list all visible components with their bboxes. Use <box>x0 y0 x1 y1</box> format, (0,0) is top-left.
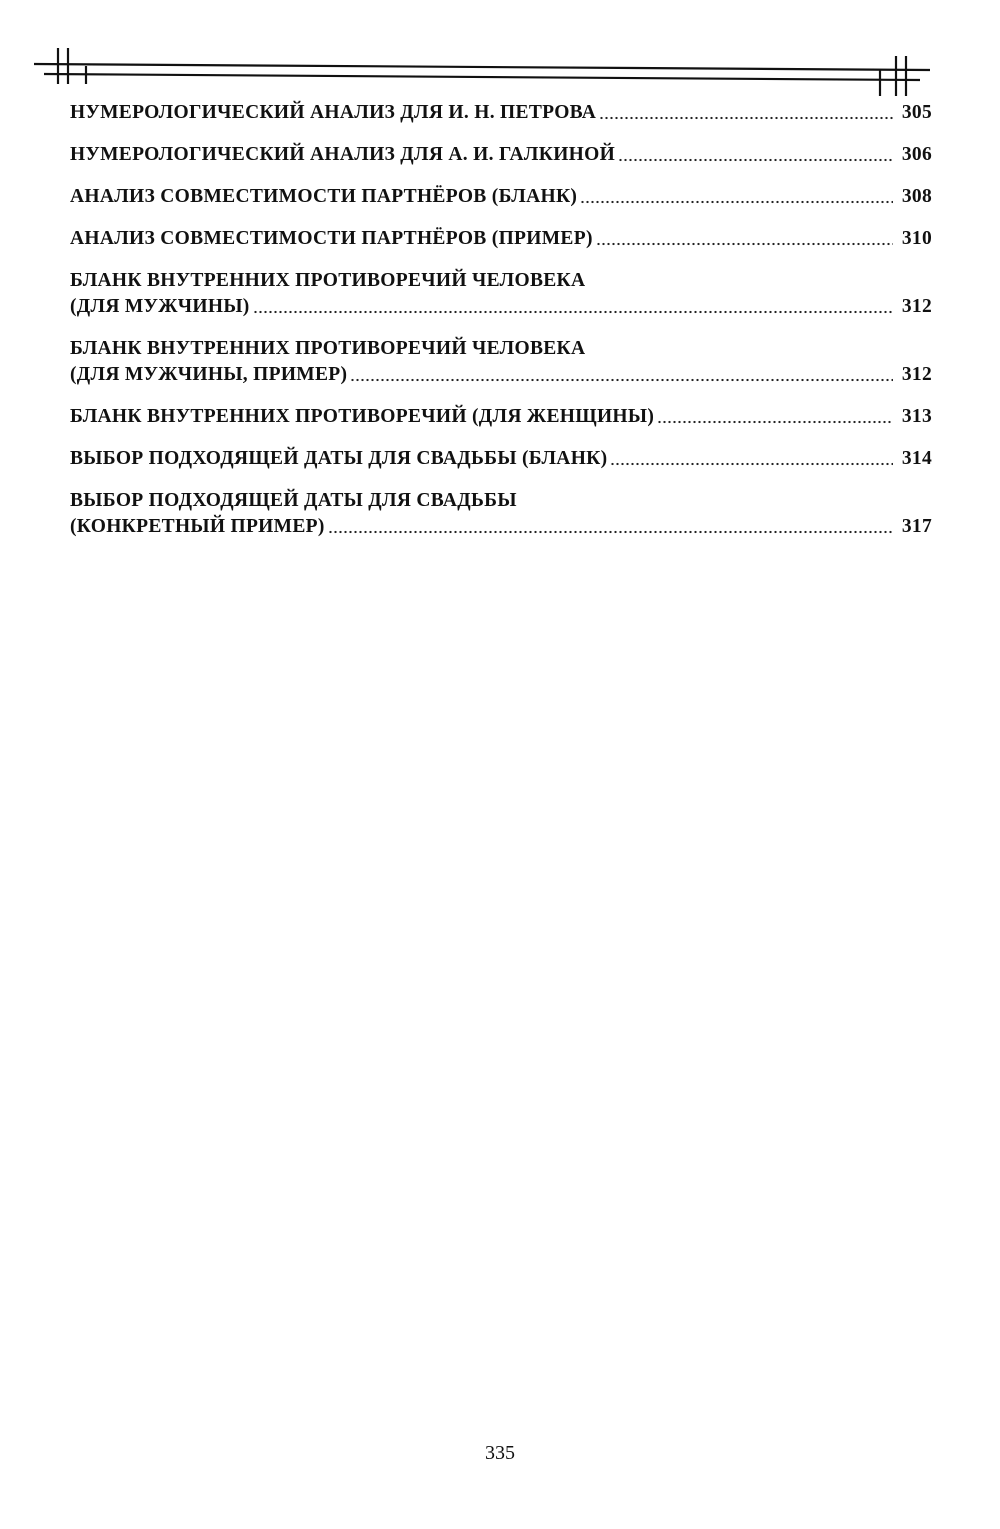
toc-entry[interactable] <box>70 100 932 126</box>
dot-leader <box>253 300 893 314</box>
dot-leader <box>328 520 893 534</box>
toc-entry-page-number: 312 <box>901 364 932 385</box>
toc-entry-page-number: 313 <box>901 406 932 427</box>
header-ornament-rule <box>0 0 1000 110</box>
dot-leader <box>610 452 893 466</box>
toc-entry-leader-line <box>70 100 932 126</box>
toc-entry[interactable] <box>70 184 932 210</box>
toc-entry-page-number: 308 <box>901 186 932 207</box>
toc-entry[interactable] <box>70 336 932 388</box>
toc-entry-page-number: 305 <box>901 102 932 123</box>
toc-entry-leader-line <box>70 294 932 320</box>
toc-entry[interactable] <box>70 404 932 430</box>
toc-entry-title: ВЫБОР ПОДХОДЯЩЕЙ ДАТЫ ДЛЯ СВАДЬБЫ (БЛАНК) <box>70 448 608 469</box>
dot-leader <box>350 368 893 382</box>
toc-entry-page-number: 312 <box>901 296 932 317</box>
toc-entry-title: АНАЛИЗ СОВМЕСТИМОСТИ ПАРТНЁРОВ (ПРИМЕР) <box>70 228 593 249</box>
toc-entry-leader-line <box>70 226 932 252</box>
toc-entry-leader-line <box>70 514 932 540</box>
toc-entry-title-line: БЛАНК ВНУТРЕННИХ ПРОТИВОРЕЧИЙ ЧЕЛОВЕКА <box>70 338 586 359</box>
toc-entry-title: БЛАНК ВНУТРЕННИХ ПРОТИВОРЕЧИЙ (ДЛЯ ЖЕНЩИНЫ) <box>70 406 655 427</box>
table-of-contents <box>70 100 932 556</box>
toc-entry-title: (ДЛЯ МУЖЧИНЫ, ПРИМЕР) <box>70 364 348 385</box>
page-number: 335 <box>485 1442 515 1464</box>
toc-entry-title-line: ВЫБОР ПОДХОДЯЩЕЙ ДАТЫ ДЛЯ СВАДЬБЫ <box>70 490 517 511</box>
toc-entry[interactable] <box>70 488 932 540</box>
dot-leader <box>580 190 893 204</box>
dot-leader <box>596 232 893 246</box>
dot-leader <box>657 410 893 424</box>
toc-entry-page-number: 317 <box>901 516 932 537</box>
toc-entry-title: АНАЛИЗ СОВМЕСТИМОСТИ ПАРТНЁРОВ (БЛАНК) <box>70 186 578 207</box>
toc-entry-leader-line <box>70 142 932 168</box>
dot-leader <box>618 148 893 162</box>
toc-entry-leader-line <box>70 446 932 472</box>
toc-entry-title: НУМЕРОЛОГИЧЕСКИЙ АНАЛИЗ ДЛЯ И. Н. ПЕТРОВА <box>70 102 597 123</box>
toc-entry-page-number: 314 <box>901 448 932 469</box>
toc-entry-leader-line <box>70 184 932 210</box>
toc-entry-title: НУМЕРОЛОГИЧЕСКИЙ АНАЛИЗ ДЛЯ А. И. ГАЛКИНОЙ <box>70 144 616 165</box>
toc-entry[interactable] <box>70 226 932 252</box>
toc-entry-title-line: БЛАНК ВНУТРЕННИХ ПРОТИВОРЕЧИЙ ЧЕЛОВЕКА <box>70 270 586 291</box>
dot-leader <box>599 106 893 120</box>
toc-entry-title: (ДЛЯ МУЖЧИНЫ) <box>70 296 250 317</box>
toc-entry-page-number: 310 <box>901 228 932 249</box>
toc-entry-leader-line <box>70 404 932 430</box>
toc-entry[interactable] <box>70 446 932 472</box>
toc-entry-page-number: 306 <box>901 144 932 165</box>
toc-entry-title: (КОНКРЕТНЫЙ ПРИМЕР) <box>70 516 325 537</box>
toc-entry-leader-line <box>70 362 932 388</box>
toc-entry[interactable] <box>70 268 932 320</box>
toc-entry[interactable] <box>70 142 932 168</box>
